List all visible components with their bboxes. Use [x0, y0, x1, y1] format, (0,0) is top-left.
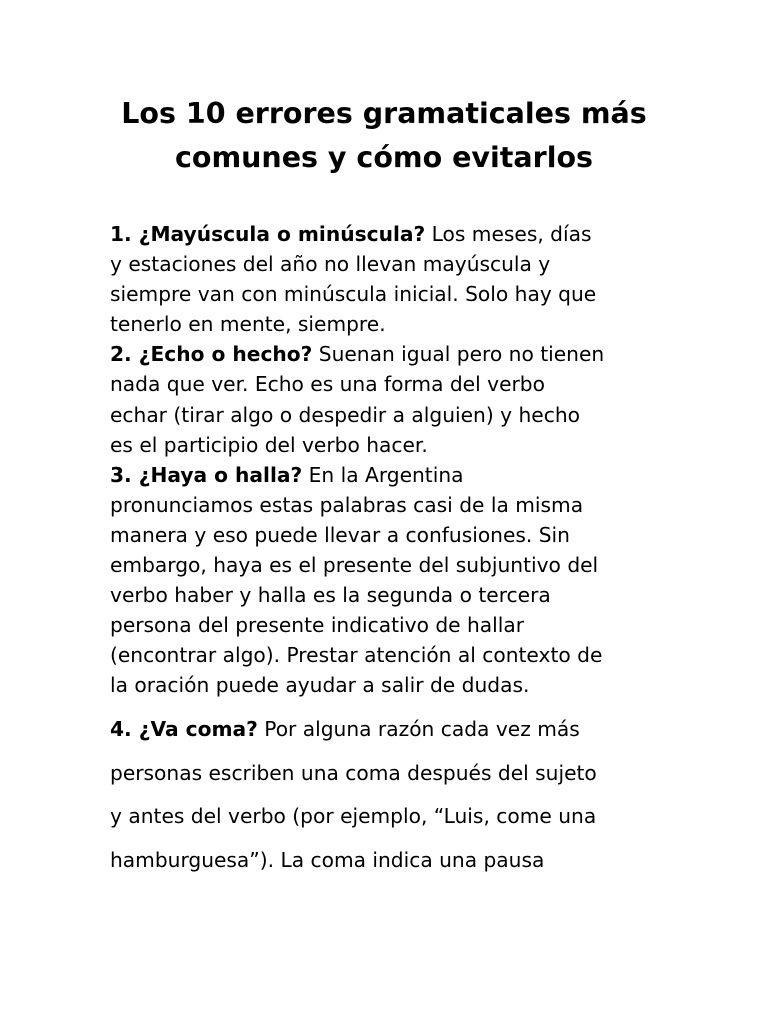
text-line: echar (tirar algo o despedir a alguien) y hecho [110, 402, 580, 427]
text-line: nada que ver. Echo es una forma del verbo [110, 372, 545, 397]
section-1 [110, 219, 670, 339]
section-heading: 4. ¿Va coma? [110, 717, 258, 741]
text-line: persona del presente indicativo de hallar [110, 613, 525, 638]
text-line [110, 339, 670, 369]
text-line [110, 708, 670, 752]
text-line: y estaciones del año no llevan mayúscula y [110, 252, 551, 277]
section-heading: 3. ¿Haya o halla? [110, 462, 303, 487]
text-line: es el participio del verbo hacer. [110, 432, 428, 457]
text-line: pronunciamos estas palabras casi de la misma [110, 492, 584, 517]
section-2 [110, 339, 670, 459]
section-text: En la Argentina [302, 462, 464, 487]
section-3 [110, 460, 670, 701]
text-line: embargo, haya es el presente del subjuntivo del [110, 553, 599, 578]
document-body [110, 219, 670, 701]
section-heading: 2. ¿Echo o hecho? [110, 342, 313, 367]
text-line: la oración puede ayudar a salir de dudas. [110, 673, 530, 698]
text-line: y antes del verbo (por ejemplo, “Luis, come una [110, 804, 597, 828]
text-line: verbo haber y halla es la segunda o tercera [110, 583, 551, 608]
text-line: (encontrar algo). Prestar atención al contexto de [110, 643, 603, 668]
title-line: Los 10 errores gramaticales más [121, 97, 647, 130]
text-line [110, 219, 670, 249]
text-line [110, 460, 670, 490]
section-4 [110, 708, 670, 882]
text-line: personas escriben una coma después del sujeto [110, 760, 597, 785]
text-line: hamburguesa”). La coma indica una pausa [110, 847, 545, 872]
section-heading: 1. ¿Mayúscula o minúscula? [110, 222, 426, 246]
text-line: siempre van con minúscula inicial. Solo hay que [110, 282, 597, 307]
text-line: tenerlo en mente, siempre. [110, 312, 386, 337]
text-line: manera y eso puede llevar a confusiones. Sin [110, 522, 570, 547]
section-text: Por alguna razón cada vez más [257, 717, 580, 741]
section-text: Los meses, días [425, 222, 592, 246]
title-line: comunes y cómo evitarlos [174, 141, 594, 174]
document-title [80, 92, 688, 180]
section-text: Suenan igual pero no tienen [312, 342, 605, 367]
